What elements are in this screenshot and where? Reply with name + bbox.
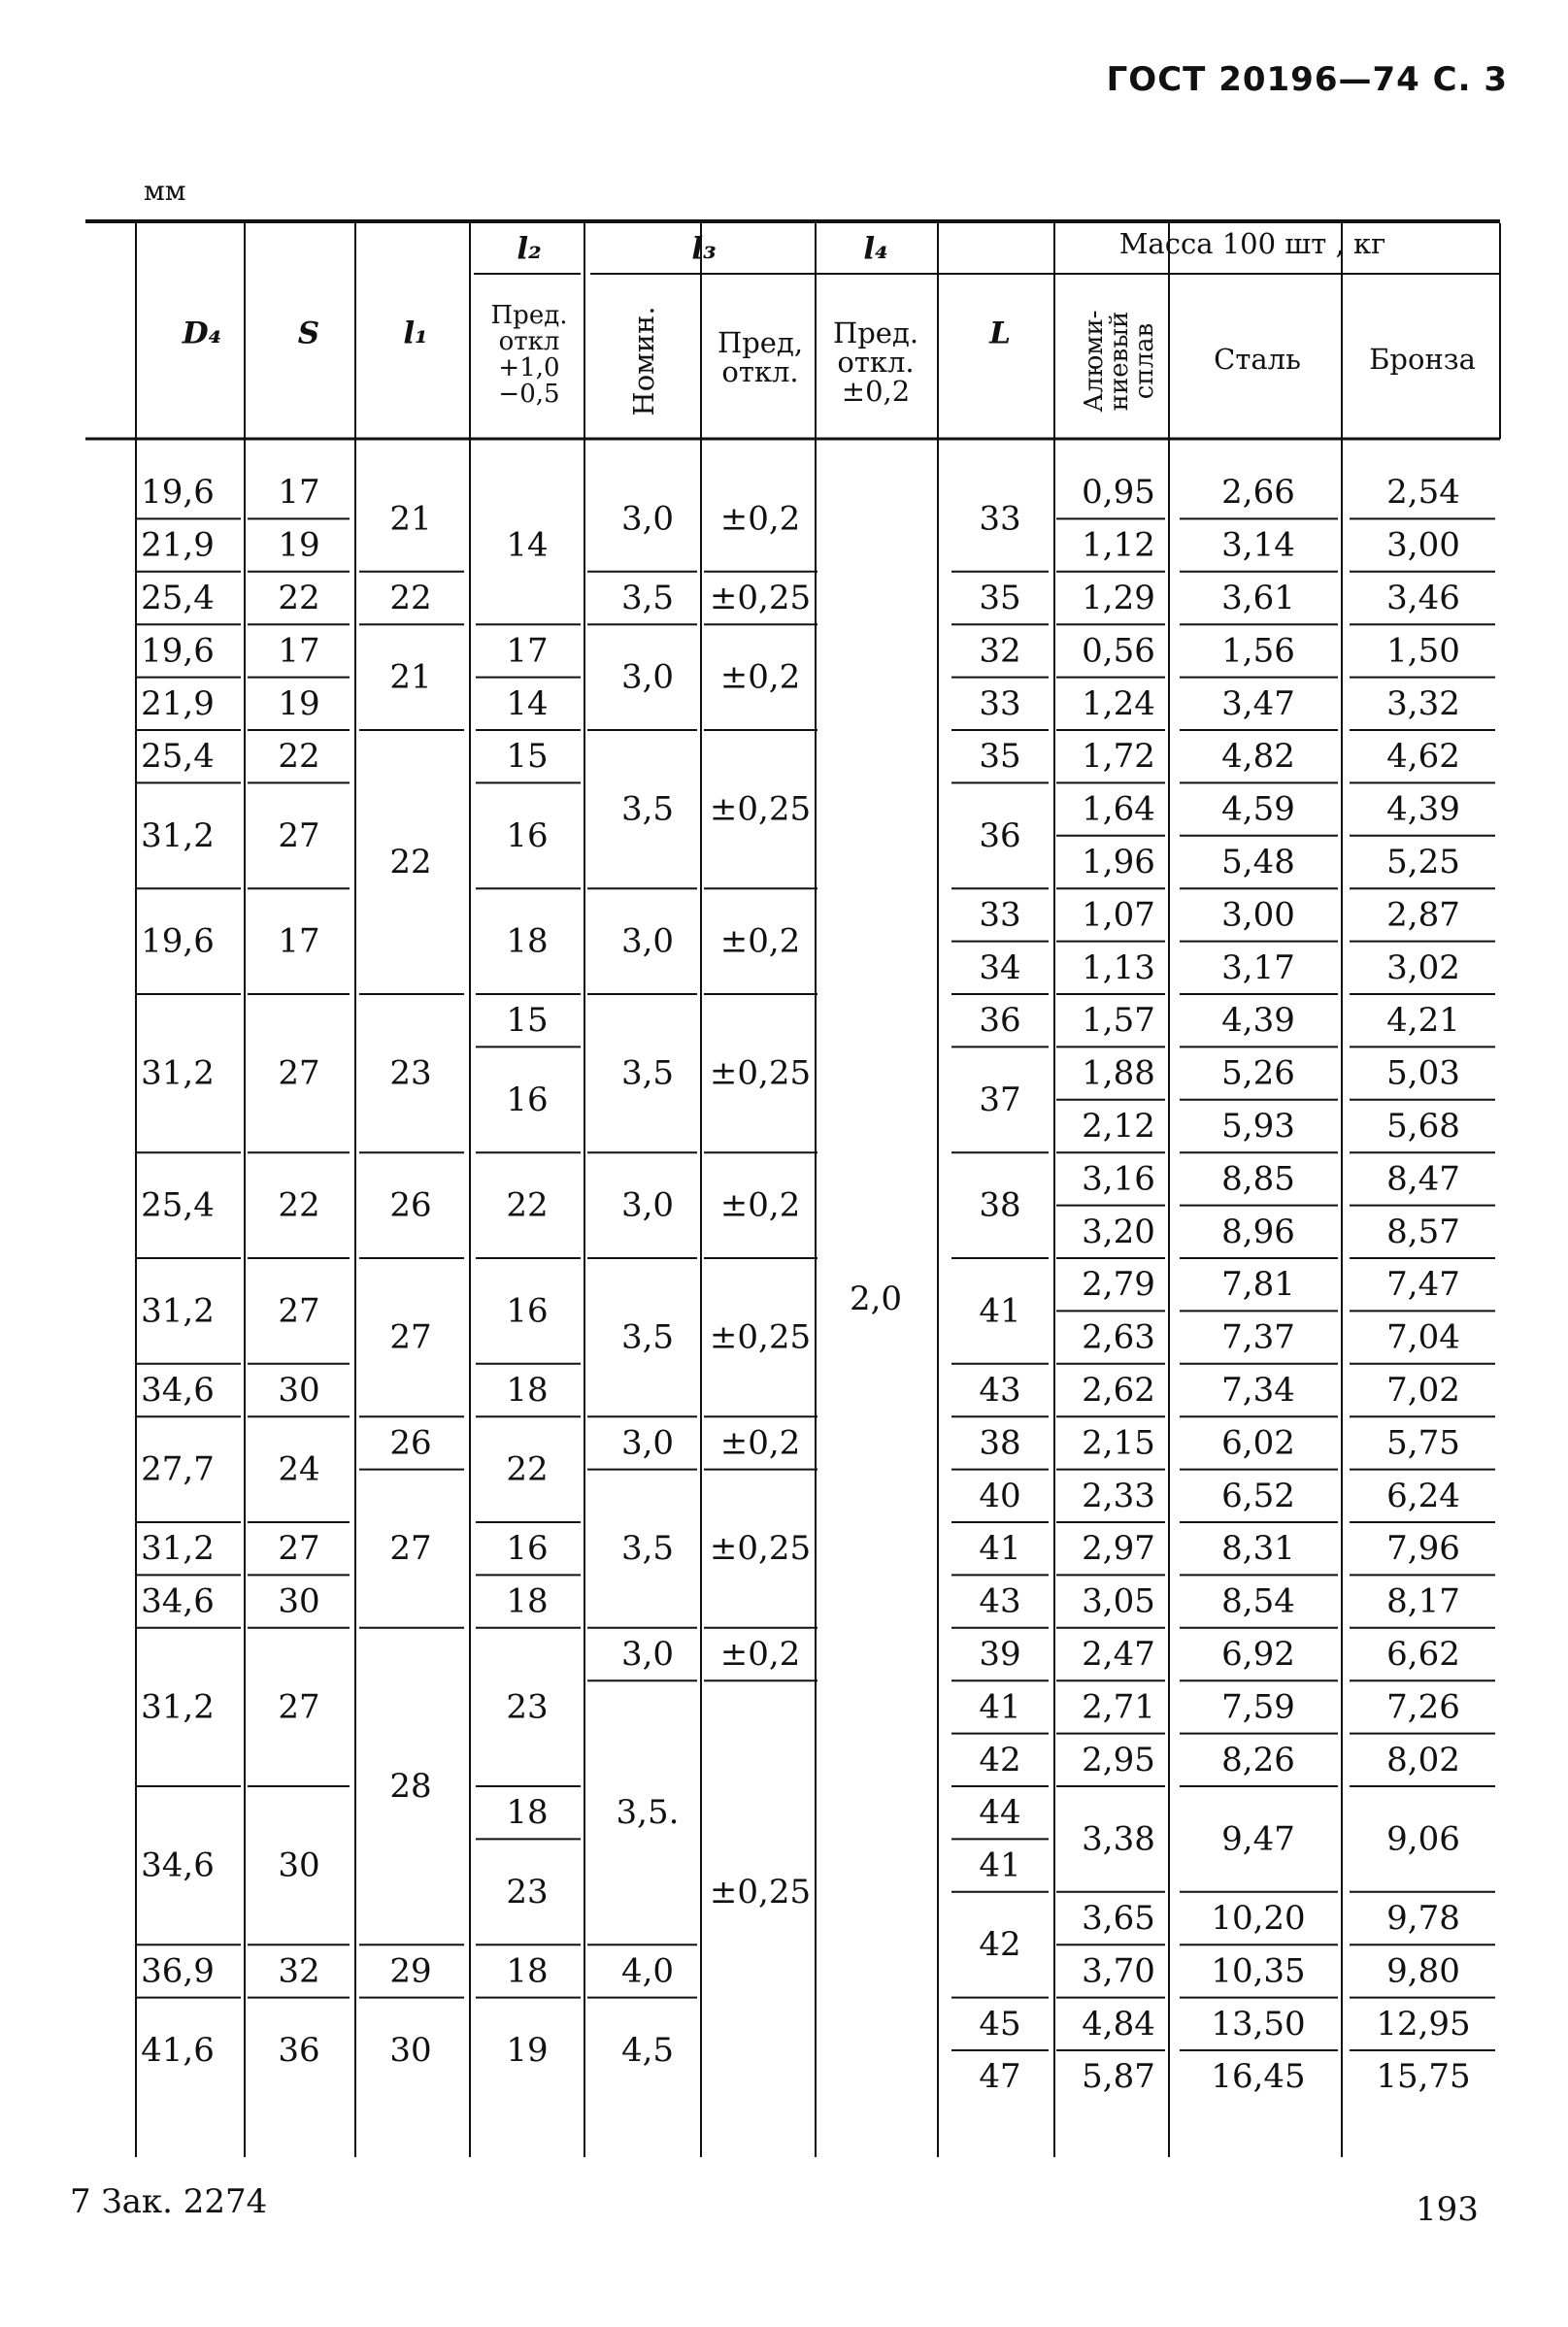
cell-s: 30 (278, 1581, 320, 1621)
cell-al: 0,95 (1082, 473, 1155, 513)
cell-steel: 8,54 (1221, 1581, 1295, 1621)
cell-bronze: 3,32 (1386, 683, 1460, 723)
cell-l2: 15 (506, 1001, 549, 1041)
header-l2-tol-3: +1,0 (498, 353, 560, 382)
header-l1: l₁ (403, 316, 428, 351)
cell-l1: 22 (389, 579, 432, 617)
cell-l1: 27 (389, 1317, 432, 1357)
cell-al: 2,97 (1082, 1529, 1155, 1569)
cell-bronze: 7,02 (1386, 1371, 1460, 1410)
cell-l1: 27 (389, 1529, 432, 1569)
header-l2-tol-4: −0,5 (498, 380, 560, 409)
cell-L: 41 (979, 1687, 1021, 1727)
cell-l3n: 3,5 (620, 1317, 675, 1357)
cell-al: 2,33 (1082, 1476, 1155, 1515)
header-l4-tol-1: Пред. (832, 316, 919, 349)
cell-l1: 21 (389, 499, 432, 539)
cell-l2: 18 (506, 1581, 549, 1621)
cell-s: 27 (278, 1053, 320, 1093)
header-d4: D₄ (182, 316, 222, 351)
cell-al: 1,07 (1082, 895, 1155, 935)
cell-d4: 36,9 (141, 1951, 215, 1991)
cell-L: 47 (979, 2057, 1021, 2097)
cell-al: 2,47 (1082, 1635, 1155, 1674)
cell-l3t: ±0,25 (709, 1317, 812, 1357)
cell-d4: 21,9 (141, 683, 215, 723)
header-s: S (297, 316, 320, 351)
cell-L: 45 (979, 2004, 1021, 2044)
cell-L: 33 (979, 895, 1021, 935)
header-l2: l₂ (517, 231, 542, 267)
cell-s: 17 (278, 921, 320, 961)
cell-al: 5,87 (1082, 2057, 1155, 2097)
cell-d4: 19,6 (141, 631, 215, 671)
cell-L: 36 (979, 1001, 1021, 1041)
header-l4-tol-3: ±0,2 (841, 375, 911, 408)
cell-bronze: 2,54 (1386, 473, 1460, 513)
cell-l3n: 4,0 (620, 1951, 675, 1991)
header-l3-tol-2: откл. (721, 355, 799, 388)
cell-bronze: 5,03 (1386, 1053, 1460, 1093)
cell-L: 41 (979, 1529, 1021, 1569)
cell-steel: 7,37 (1221, 1317, 1295, 1357)
cell-bronze: 5,75 (1386, 1423, 1460, 1463)
cell-L: 32 (979, 631, 1021, 671)
cell-l3t: ±0,25 (709, 1872, 812, 1911)
cell-d4: 25,4 (141, 579, 215, 617)
cell-l3n: 4,5 (620, 2031, 675, 2070)
cell-d4: 25,4 (141, 737, 215, 777)
cell-l3n: 3,0 (620, 1423, 675, 1463)
cell-steel: 8,96 (1221, 1212, 1295, 1251)
cell-l3n: 3,0 (620, 499, 675, 539)
cell-l2: 16 (506, 1080, 549, 1119)
cell-steel: 5,26 (1221, 1053, 1295, 1093)
l4-value: 2,0 (849, 1280, 903, 1318)
cell-bronze: 8,17 (1386, 1581, 1460, 1621)
cell-l3t: ±0,2 (719, 499, 801, 539)
cell-steel: 7,81 (1221, 1265, 1295, 1305)
cell-l1: 23 (389, 1053, 432, 1093)
cell-bronze: 4,21 (1386, 1001, 1460, 1041)
cell-L: 41 (979, 1291, 1021, 1331)
cell-l1: 26 (389, 1185, 432, 1225)
cell-d4: 41,6 (141, 2031, 215, 2070)
header-l2-tol-2: откл (498, 327, 560, 356)
cell-L: 41 (979, 1845, 1021, 1885)
cell-d4: 25,4 (141, 1185, 215, 1225)
cell-L: 39 (979, 1635, 1021, 1674)
cell-l2: 23 (506, 1872, 549, 1911)
cell-al: 2,63 (1082, 1317, 1155, 1357)
cell-steel: 3,17 (1221, 947, 1295, 987)
cell-al: 2,95 (1082, 1740, 1155, 1779)
cell-s: 30 (278, 1845, 320, 1885)
cell-steel: 8,26 (1221, 1740, 1295, 1779)
cell-l1: 26 (389, 1423, 432, 1463)
cell-l3n: 3,5 (620, 1529, 675, 1569)
cell-l3n: 3,0 (620, 921, 675, 961)
cell-d4: 34,6 (141, 1845, 215, 1885)
cell-bronze: 7,96 (1386, 1529, 1460, 1569)
cell-bronze: 4,62 (1386, 737, 1460, 777)
cell-steel: 13,50 (1211, 2004, 1306, 2044)
cell-bronze: 6,62 (1386, 1635, 1460, 1674)
cell-d4: 27,7 (141, 1449, 215, 1489)
cell-l3t: ±0,25 (709, 1053, 812, 1093)
cell-l2: 16 (506, 815, 549, 855)
cell-steel: 3,47 (1221, 683, 1295, 723)
cell-l3n: 3,0 (620, 1635, 675, 1674)
cell-bronze: 15,75 (1376, 2057, 1471, 2097)
cell-L: 36 (979, 815, 1021, 855)
cell-steel: 5,93 (1221, 1107, 1295, 1146)
cell-d4: 19,6 (141, 473, 215, 513)
cell-steel: 8,85 (1221, 1159, 1295, 1199)
cell-steel: 9,47 (1221, 1819, 1295, 1859)
cell-steel: 16,45 (1211, 2057, 1306, 2097)
cell-l3t: ±0,2 (719, 1423, 801, 1463)
cell-steel: 3,61 (1221, 579, 1295, 617)
cell-steel: 10,20 (1211, 1899, 1306, 1938)
header-mass-al-2: ниевый (1105, 311, 1134, 412)
cell-al: 2,62 (1082, 1371, 1155, 1410)
cell-al: 4,84 (1082, 2004, 1155, 2044)
cell-al: 1,13 (1082, 947, 1155, 987)
cell-al: 2,15 (1082, 1423, 1155, 1463)
cell-l3n: 3,5 (620, 1053, 675, 1093)
cell-al: 3,70 (1082, 1951, 1155, 1991)
cell-l3t: ±0,25 (709, 579, 812, 617)
cell-d4: 31,2 (141, 1291, 215, 1331)
cell-l3t: ±0,2 (719, 921, 801, 961)
cell-al: 1,24 (1082, 683, 1155, 723)
cell-l1: 30 (389, 2031, 432, 2070)
header-l2-tol-1: Пред. (490, 301, 568, 330)
cell-L: 35 (979, 737, 1021, 777)
cell-l2: 16 (506, 1291, 549, 1331)
cell-l1: 21 (389, 657, 432, 697)
cell-L: 43 (979, 1371, 1021, 1410)
cell-al: 1,88 (1082, 1053, 1155, 1093)
cell-d4: 34,6 (141, 1371, 215, 1410)
cell-l2: 19 (506, 2031, 549, 2070)
page-number: 193 (1416, 2190, 1479, 2229)
cell-bronze: 8,02 (1386, 1740, 1460, 1779)
cell-al: 1,57 (1082, 1001, 1155, 1041)
cell-s: 27 (278, 1529, 320, 1569)
cell-l2: 17 (506, 631, 549, 671)
cell-steel: 4,82 (1221, 737, 1295, 777)
cell-s: 27 (278, 1291, 320, 1331)
cell-l3t: ±0,25 (709, 1529, 812, 1569)
cell-d4: 31,2 (141, 1529, 215, 1569)
header-L: L (989, 316, 1011, 351)
cell-bronze: 3,02 (1386, 947, 1460, 987)
cell-steel: 10,35 (1211, 1951, 1306, 1991)
cell-bronze: 8,57 (1386, 1212, 1460, 1251)
cell-L: 44 (979, 1793, 1021, 1833)
cell-d4: 34,6 (141, 1581, 215, 1621)
cell-l3t: ±0,2 (719, 1185, 801, 1225)
cell-l2: 14 (506, 683, 549, 723)
cell-L: 33 (979, 499, 1021, 539)
cell-l3t: ±0,2 (719, 657, 801, 697)
cell-s: 22 (278, 579, 320, 617)
cell-bronze: 8,47 (1386, 1159, 1460, 1199)
cell-l2: 23 (506, 1687, 549, 1727)
cell-steel: 1,56 (1221, 631, 1295, 671)
cell-l1: 29 (389, 1951, 432, 1991)
cell-bronze: 2,87 (1386, 895, 1460, 935)
cell-l3t: ±0,2 (719, 1635, 801, 1674)
cell-d4: 31,2 (141, 1053, 215, 1093)
cell-al: 3,20 (1082, 1212, 1155, 1251)
cell-s: 17 (278, 631, 320, 671)
cell-steel: 6,92 (1221, 1635, 1295, 1674)
cell-s: 22 (278, 737, 320, 777)
cell-L: 33 (979, 683, 1021, 723)
header-mass-al-1: Алюми- (1080, 310, 1109, 413)
header-mass-steel: Сталь (1214, 343, 1301, 376)
cell-bronze: 5,25 (1386, 843, 1460, 881)
cell-s: 22 (278, 1185, 320, 1225)
cell-bronze: 1,50 (1386, 631, 1460, 671)
cell-bronze: 3,00 (1386, 525, 1460, 565)
cell-l3n: 3,5 (620, 789, 675, 829)
cell-l2: 18 (506, 921, 549, 961)
cell-al: 2,12 (1082, 1107, 1155, 1146)
cell-L: 38 (979, 1185, 1021, 1225)
cell-s: 24 (278, 1449, 320, 1489)
cell-l3n: 3,0 (620, 1185, 675, 1225)
cell-l1: 22 (389, 843, 432, 881)
cell-L: 43 (979, 1581, 1021, 1621)
cell-bronze: 9,80 (1386, 1951, 1460, 1991)
cell-l3t: ±0,25 (709, 789, 812, 829)
header-mass: Масса 100 шт , кг (1118, 227, 1386, 260)
cell-al: 2,71 (1082, 1687, 1155, 1727)
cell-al: 1,29 (1082, 579, 1155, 617)
cell-l2: 22 (506, 1449, 549, 1489)
cell-d4: 21,9 (141, 525, 215, 565)
cell-bronze: 6,24 (1386, 1476, 1460, 1515)
cell-l2: 15 (506, 737, 549, 777)
cell-steel: 7,34 (1221, 1371, 1295, 1410)
unit-label: мм (144, 175, 186, 207)
document-reference: ГОСТ 20196—74 С. 3 (1106, 60, 1508, 99)
cell-L: 38 (979, 1423, 1021, 1463)
cell-al: 1,64 (1082, 789, 1155, 829)
cell-s: 27 (278, 1687, 320, 1727)
cell-L: 34 (979, 947, 1021, 987)
cell-bronze: 3,46 (1386, 579, 1460, 617)
cell-l1: 28 (389, 1767, 432, 1806)
cell-s: 17 (278, 473, 320, 513)
header-l4-tol-2: откл. (837, 346, 915, 379)
cell-bronze: 7,26 (1386, 1687, 1460, 1727)
cell-l2: 18 (506, 1371, 549, 1410)
cell-bronze: 7,47 (1386, 1265, 1460, 1305)
cell-steel: 6,52 (1221, 1476, 1295, 1515)
cell-L: 40 (979, 1476, 1021, 1515)
table-cells (141, 473, 1471, 2096)
column-dividers (136, 223, 1500, 2157)
cell-s: 19 (278, 683, 320, 723)
cell-bronze: 9,78 (1386, 1899, 1460, 1938)
cell-bronze: 4,39 (1386, 789, 1460, 829)
cell-bronze: 7,04 (1386, 1317, 1460, 1357)
header-mass-al-3: сплав (1130, 322, 1159, 400)
header-l3: l₃ (691, 231, 717, 267)
cell-steel: 5,48 (1221, 843, 1295, 881)
cell-al: 3,16 (1082, 1159, 1155, 1199)
cell-s: 27 (278, 815, 320, 855)
cell-s: 32 (278, 1951, 320, 1991)
cell-d4: 19,6 (141, 921, 215, 961)
cell-bronze: 9,06 (1386, 1819, 1460, 1859)
cell-bronze: 5,68 (1386, 1107, 1460, 1146)
cell-steel: 8,31 (1221, 1529, 1295, 1569)
cell-d4: 31,2 (141, 815, 215, 855)
cell-s: 30 (278, 1371, 320, 1410)
header-l4: l₄ (863, 231, 888, 267)
cell-L: 42 (979, 1740, 1021, 1779)
cell-d4: 31,2 (141, 1687, 215, 1727)
cell-al: 2,79 (1082, 1265, 1155, 1305)
cell-l3n: 3,0 (620, 657, 675, 697)
cell-al: 1,72 (1082, 737, 1155, 777)
cell-steel: 6,02 (1221, 1423, 1295, 1463)
cell-steel: 4,59 (1221, 789, 1295, 829)
cell-s: 36 (278, 2031, 320, 2070)
cell-al: 0,56 (1082, 631, 1155, 671)
cell-l2: 16 (506, 1529, 549, 1569)
cell-l3n: 3,5. (616, 1793, 680, 1833)
cell-l2: 18 (506, 1793, 549, 1833)
cell-al: 3,65 (1082, 1899, 1155, 1938)
order-number: 7 Зак. 2274 (70, 2182, 268, 2221)
cell-steel: 2,66 (1221, 473, 1295, 513)
header-mass-bronze: Бронза (1369, 343, 1476, 376)
cell-l2: 22 (506, 1185, 549, 1225)
cell-l3n: 3,5 (620, 579, 675, 617)
cell-L: 37 (979, 1080, 1021, 1119)
cell-al: 3,05 (1082, 1581, 1155, 1621)
cell-al: 1,12 (1082, 525, 1155, 565)
header-l3-tol-1: Пред, (717, 326, 804, 359)
cell-steel: 4,39 (1221, 1001, 1295, 1041)
cell-s: 19 (278, 525, 320, 565)
cell-steel: 7,59 (1221, 1687, 1295, 1727)
header-l3-nom: Номин. (627, 306, 660, 416)
cell-al: 3,38 (1082, 1819, 1155, 1859)
cell-l2: 14 (506, 525, 549, 565)
cell-L: 35 (979, 579, 1021, 617)
cell-L: 42 (979, 1925, 1021, 1965)
cell-al: 1,96 (1082, 843, 1155, 881)
cell-steel: 3,00 (1221, 895, 1295, 935)
cell-bronze: 12,95 (1376, 2004, 1471, 2044)
cell-l2: 18 (506, 1951, 549, 1991)
cell-steel: 3,14 (1221, 525, 1295, 565)
